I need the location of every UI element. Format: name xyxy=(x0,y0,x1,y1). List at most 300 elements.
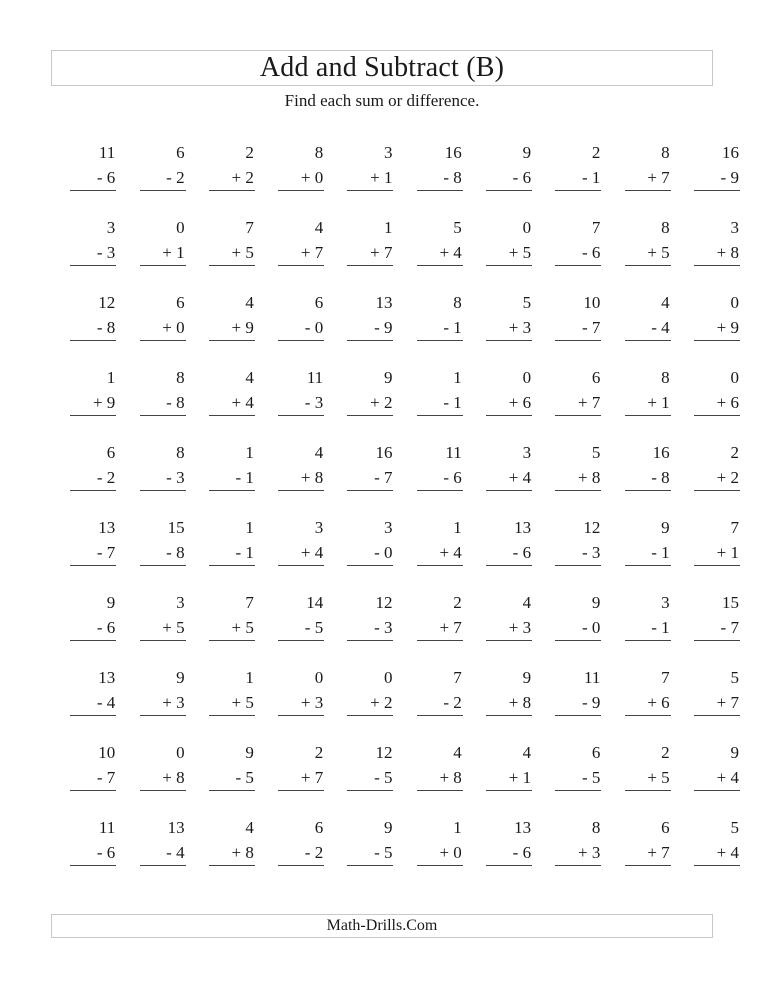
operator: - xyxy=(443,318,450,337)
footer-box xyxy=(51,914,713,938)
top-operand: 3 xyxy=(176,593,185,612)
problem-body xyxy=(417,740,463,791)
top-operand: 12 xyxy=(375,743,393,762)
problem xyxy=(465,140,534,215)
answer-line xyxy=(209,390,255,416)
problem-body xyxy=(694,140,740,191)
problem-body xyxy=(278,740,324,791)
operator: + xyxy=(578,393,588,412)
bottom-operand: 1 xyxy=(245,543,254,562)
bottom-operand: 4 xyxy=(176,843,185,862)
answer-line xyxy=(70,615,116,641)
answer-line xyxy=(278,540,324,566)
problem-body xyxy=(70,590,116,641)
problem-body xyxy=(140,515,186,566)
answer-line xyxy=(347,840,393,866)
bottom-operand: 5 xyxy=(314,618,324,637)
top-operand: 8 xyxy=(176,368,185,387)
bottom-operand: 2 xyxy=(453,693,462,712)
operator: - xyxy=(651,543,657,562)
problem-body xyxy=(694,515,740,566)
bottom-operand: 8 xyxy=(245,843,254,862)
bottom-operand: 4 xyxy=(245,393,254,412)
problem-body xyxy=(140,590,186,641)
answer-line xyxy=(694,540,740,566)
answer-line xyxy=(625,540,671,566)
answer-line xyxy=(625,390,671,416)
top-operand: 5 xyxy=(730,668,739,687)
operator: + xyxy=(162,243,172,262)
answer-line xyxy=(694,615,740,641)
bottom-operand: 2 xyxy=(314,843,324,862)
problem-body xyxy=(347,515,393,566)
problem-body xyxy=(417,515,463,566)
bottom-operand: 3 xyxy=(314,693,324,712)
bottom-operand: 6 xyxy=(106,168,116,187)
answer-line xyxy=(486,615,532,641)
problem xyxy=(188,140,257,215)
operator: - xyxy=(96,843,103,862)
top-operand: 9 xyxy=(106,593,116,612)
answer-line xyxy=(140,315,186,341)
operator: - xyxy=(581,693,588,712)
problem xyxy=(534,515,603,590)
problem xyxy=(326,815,395,890)
problem-body xyxy=(417,440,463,491)
operator: + xyxy=(716,768,727,787)
answer-line xyxy=(278,840,324,866)
problem xyxy=(118,140,187,215)
problem xyxy=(118,665,187,740)
problem xyxy=(603,440,672,515)
bottom-operand: 6 xyxy=(591,243,601,262)
answer-line xyxy=(70,315,116,341)
top-operand: 12 xyxy=(583,518,601,537)
answer-line xyxy=(486,390,532,416)
problem-body xyxy=(140,215,186,266)
problem-body xyxy=(70,290,116,341)
problem-row xyxy=(49,515,739,590)
problem-body xyxy=(486,740,532,791)
problem-body xyxy=(555,365,601,416)
top-operand: 6 xyxy=(314,818,324,837)
top-operand: 6 xyxy=(661,818,670,837)
bottom-operand: 1 xyxy=(245,468,254,487)
top-operand: 9 xyxy=(176,668,185,687)
answer-line xyxy=(278,690,324,716)
operator: - xyxy=(166,393,172,412)
problem-body xyxy=(278,665,324,716)
answer-line xyxy=(209,840,255,866)
problem-body xyxy=(486,440,532,491)
top-operand: 1 xyxy=(245,443,254,462)
top-operand: 9 xyxy=(522,143,532,162)
top-operand: 13 xyxy=(514,818,532,837)
problem xyxy=(257,215,326,290)
problem xyxy=(465,515,534,590)
problem-grid xyxy=(49,140,739,890)
problem-body xyxy=(486,665,532,716)
bottom-operand: 7 xyxy=(383,243,393,262)
answer-line xyxy=(555,540,601,566)
operator: - xyxy=(374,618,380,637)
answer-line xyxy=(278,615,324,641)
problem xyxy=(188,365,257,440)
answer-line xyxy=(555,240,601,266)
operator: + xyxy=(508,393,519,412)
problem-body xyxy=(625,515,671,566)
operator: - xyxy=(166,168,172,187)
problem-body xyxy=(70,515,116,566)
bottom-operand: 2 xyxy=(383,393,393,412)
problem-body xyxy=(625,815,671,866)
top-operand: 16 xyxy=(721,143,739,162)
problem xyxy=(257,365,326,440)
top-operand: 11 xyxy=(98,143,116,162)
problem xyxy=(188,740,257,815)
operator: - xyxy=(651,468,657,487)
bottom-operand: 0 xyxy=(591,618,601,637)
answer-line xyxy=(417,540,463,566)
top-operand: 4 xyxy=(453,743,462,762)
bottom-operand: 1 xyxy=(453,318,462,337)
bottom-operand: 0 xyxy=(383,543,393,562)
bottom-operand: 2 xyxy=(730,468,739,487)
bottom-operand: 5 xyxy=(176,618,185,637)
problem xyxy=(603,140,672,215)
answer-line xyxy=(486,165,532,191)
answer-line xyxy=(625,840,671,866)
operator: + xyxy=(231,843,242,862)
answer-line xyxy=(694,240,740,266)
operator: - xyxy=(304,318,311,337)
top-operand: 10 xyxy=(583,293,601,312)
problem xyxy=(49,290,118,365)
answer-line xyxy=(70,765,116,791)
bottom-operand: 4 xyxy=(314,543,324,562)
bottom-operand: 8 xyxy=(453,768,462,787)
operator: - xyxy=(166,843,172,862)
problem xyxy=(49,140,118,215)
operator: - xyxy=(374,543,380,562)
problem-body xyxy=(70,140,116,191)
answer-line xyxy=(140,840,186,866)
problem-body xyxy=(417,815,463,866)
answer-line xyxy=(70,465,116,491)
bottom-operand: 8 xyxy=(730,243,739,262)
problem xyxy=(395,515,464,590)
problem-body xyxy=(140,440,186,491)
problem xyxy=(534,365,603,440)
answer-line xyxy=(625,765,671,791)
problem-body xyxy=(625,740,671,791)
operator: + xyxy=(508,243,519,262)
problem xyxy=(465,665,534,740)
answer-line xyxy=(209,165,255,191)
bottom-operand: 7 xyxy=(106,543,116,562)
answer-line xyxy=(278,315,324,341)
problem xyxy=(118,365,187,440)
problem xyxy=(603,215,672,290)
problem-body xyxy=(209,515,255,566)
top-operand: 2 xyxy=(591,143,601,162)
answer-line xyxy=(278,765,324,791)
problem-body xyxy=(694,590,740,641)
operator: + xyxy=(370,393,380,412)
problem xyxy=(257,440,326,515)
problem-body xyxy=(694,815,740,866)
operator: - xyxy=(651,618,657,637)
operator: + xyxy=(231,618,242,637)
operator: - xyxy=(581,768,588,787)
bottom-operand: 1 xyxy=(661,393,670,412)
top-operand: 1 xyxy=(453,368,462,387)
answer-line xyxy=(555,765,601,791)
operator: + xyxy=(370,243,380,262)
top-operand: 16 xyxy=(444,143,462,162)
operator: - xyxy=(512,168,519,187)
problem xyxy=(673,815,742,890)
problem-body xyxy=(209,665,255,716)
operator: + xyxy=(647,768,657,787)
problem xyxy=(534,290,603,365)
problem xyxy=(395,665,464,740)
top-operand: 6 xyxy=(106,443,116,462)
problem xyxy=(326,290,395,365)
answer-line xyxy=(486,315,532,341)
operator: - xyxy=(581,243,588,262)
answer-line xyxy=(555,840,601,866)
top-operand: 9 xyxy=(591,593,601,612)
problem xyxy=(326,440,395,515)
answer-line xyxy=(209,240,255,266)
answer-line xyxy=(209,690,255,716)
operator: - xyxy=(443,168,450,187)
problem-body xyxy=(347,590,393,641)
problem-body xyxy=(625,590,671,641)
bottom-operand: 9 xyxy=(730,318,739,337)
bottom-operand: 7 xyxy=(106,768,116,787)
problem xyxy=(49,590,118,665)
problem xyxy=(257,740,326,815)
answer-line xyxy=(555,615,601,641)
bottom-operand: 9 xyxy=(245,318,254,337)
top-operand: 10 xyxy=(98,743,116,762)
bottom-operand: 6 xyxy=(730,393,739,412)
problem xyxy=(603,740,672,815)
bottom-operand: 7 xyxy=(591,393,601,412)
answer-line xyxy=(486,540,532,566)
answer-line xyxy=(417,390,463,416)
answer-line xyxy=(417,465,463,491)
problem xyxy=(49,815,118,890)
operator: + xyxy=(716,243,727,262)
operator: + xyxy=(647,393,657,412)
operator: + xyxy=(300,168,311,187)
answer-line xyxy=(70,540,116,566)
answer-line xyxy=(486,240,532,266)
operator: + xyxy=(716,318,727,337)
problem xyxy=(603,665,672,740)
top-operand: 4 xyxy=(661,293,670,312)
top-operand: 1 xyxy=(106,368,116,387)
top-operand: 15 xyxy=(721,593,739,612)
top-operand: 7 xyxy=(245,593,254,612)
answer-line xyxy=(70,240,116,266)
problem-body xyxy=(417,590,463,641)
answer-line xyxy=(140,615,186,641)
operator: - xyxy=(235,768,242,787)
problem xyxy=(188,440,257,515)
operator: + xyxy=(231,393,242,412)
bottom-operand: 8 xyxy=(314,468,324,487)
answer-line xyxy=(278,465,324,491)
answer-line xyxy=(347,615,393,641)
top-operand: 3 xyxy=(383,143,393,162)
problem-body xyxy=(278,290,324,341)
operator: - xyxy=(720,168,727,187)
top-operand: 4 xyxy=(245,818,254,837)
problem-body xyxy=(140,815,186,866)
bottom-operand: 3 xyxy=(383,618,393,637)
operator: - xyxy=(512,843,519,862)
operator: + xyxy=(508,693,519,712)
problem-body xyxy=(625,215,671,266)
bottom-operand: 9 xyxy=(591,693,601,712)
operator: - xyxy=(96,243,103,262)
problem-body xyxy=(209,590,255,641)
problem xyxy=(465,815,534,890)
bottom-operand: 5 xyxy=(522,243,532,262)
problem xyxy=(603,515,672,590)
problem xyxy=(326,365,395,440)
operator: - xyxy=(96,468,103,487)
problem xyxy=(257,665,326,740)
top-operand: 9 xyxy=(245,743,254,762)
problem-body xyxy=(555,215,601,266)
top-operand: 9 xyxy=(522,668,532,687)
top-operand: 3 xyxy=(522,443,532,462)
problem-row xyxy=(49,815,739,890)
problem xyxy=(603,290,672,365)
problem xyxy=(188,665,257,740)
top-operand: 11 xyxy=(445,443,462,462)
answer-line xyxy=(347,690,393,716)
operator: + xyxy=(162,693,172,712)
bottom-operand: 6 xyxy=(522,393,532,412)
problem xyxy=(534,740,603,815)
operator: - xyxy=(235,543,242,562)
bottom-operand: 3 xyxy=(522,618,532,637)
operator: - xyxy=(96,543,103,562)
answer-line xyxy=(70,690,116,716)
problem xyxy=(188,590,257,665)
top-operand: 8 xyxy=(453,293,462,312)
problem-body xyxy=(694,740,740,791)
problem xyxy=(395,815,464,890)
problem xyxy=(49,515,118,590)
operator: - xyxy=(720,618,727,637)
top-operand: 8 xyxy=(176,443,185,462)
problem xyxy=(465,740,534,815)
problem xyxy=(326,740,395,815)
bottom-operand: 0 xyxy=(314,318,324,337)
answer-line xyxy=(486,690,532,716)
problem-body xyxy=(70,740,116,791)
problem xyxy=(395,590,464,665)
answer-line xyxy=(278,165,324,191)
operator: - xyxy=(651,318,657,337)
bottom-operand: 1 xyxy=(661,543,670,562)
bottom-operand: 8 xyxy=(176,768,185,787)
answer-line xyxy=(486,840,532,866)
answer-line xyxy=(209,540,255,566)
answer-line xyxy=(694,165,740,191)
operator: - xyxy=(374,318,380,337)
answer-line xyxy=(417,765,463,791)
bottom-operand: 6 xyxy=(106,618,116,637)
operator: - xyxy=(96,168,103,187)
problem xyxy=(257,140,326,215)
problem-body xyxy=(625,290,671,341)
top-operand: 4 xyxy=(522,593,532,612)
operator: - xyxy=(96,693,103,712)
bottom-operand: 1 xyxy=(661,618,670,637)
top-operand: 4 xyxy=(522,743,532,762)
operator: + xyxy=(647,243,657,262)
operator: + xyxy=(647,843,657,862)
problem xyxy=(326,590,395,665)
operator: - xyxy=(96,618,103,637)
bottom-operand: 7 xyxy=(453,618,462,637)
answer-line xyxy=(209,765,255,791)
answer-line xyxy=(625,240,671,266)
problem xyxy=(118,740,187,815)
top-operand: 16 xyxy=(652,443,670,462)
top-operand: 8 xyxy=(661,143,670,162)
problem xyxy=(465,365,534,440)
problem-body xyxy=(70,665,116,716)
answer-line xyxy=(140,690,186,716)
top-operand: 13 xyxy=(167,818,185,837)
bottom-operand: 5 xyxy=(591,768,601,787)
top-operand: 5 xyxy=(453,218,462,237)
problem-body xyxy=(70,215,116,266)
problem xyxy=(603,365,672,440)
bottom-operand: 3 xyxy=(176,468,185,487)
top-operand: 8 xyxy=(314,143,324,162)
top-operand: 1 xyxy=(383,218,393,237)
problem-body xyxy=(486,515,532,566)
operator: + xyxy=(370,693,380,712)
operator: + xyxy=(508,468,519,487)
top-operand: 9 xyxy=(383,818,393,837)
answer-line xyxy=(694,465,740,491)
problem xyxy=(118,515,187,590)
problem-body xyxy=(555,440,601,491)
bottom-operand: 2 xyxy=(383,693,393,712)
problem-body xyxy=(694,440,740,491)
answer-line xyxy=(70,840,116,866)
top-operand: 2 xyxy=(661,743,670,762)
operator: - xyxy=(235,468,242,487)
problem xyxy=(118,290,187,365)
bottom-operand: 5 xyxy=(383,843,393,862)
top-operand: 9 xyxy=(730,743,739,762)
problem-body xyxy=(694,665,740,716)
answer-line xyxy=(140,165,186,191)
operator: + xyxy=(162,618,172,637)
